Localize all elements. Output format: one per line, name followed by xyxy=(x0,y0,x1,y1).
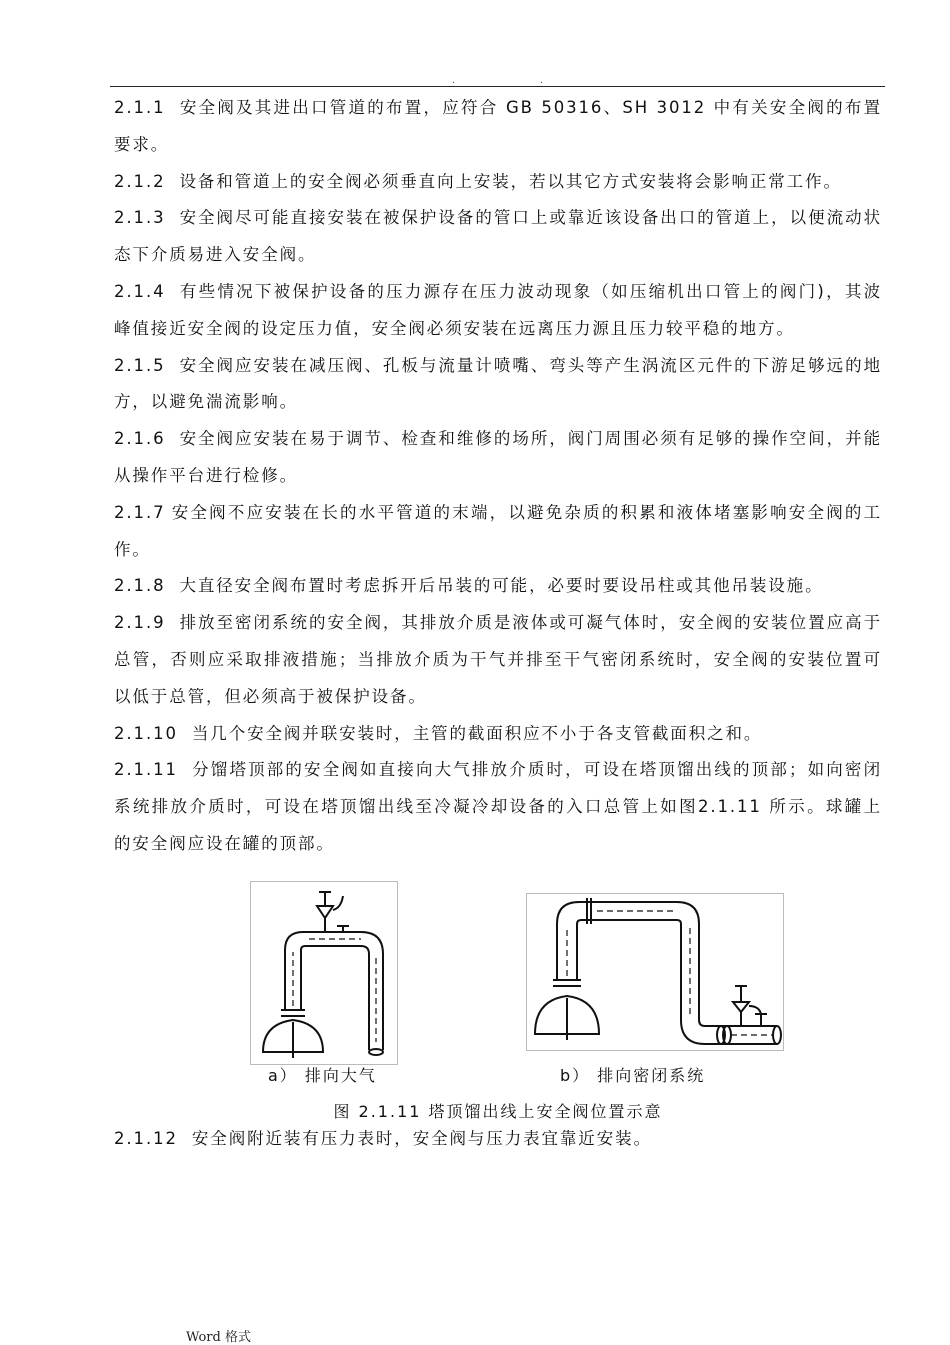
paragraph-2-1-10: 2.1.10 当几个安全阀并联安装时，主管的截面积应不小于各支管截面积之和。 xyxy=(114,723,763,743)
figure-2-1-11 xyxy=(114,871,882,1121)
header-dot: . xyxy=(540,76,543,86)
paragraph-2-1-3: 2.1.3 安全阀尽可能直接安装在被保护设备的管口上或靠近该设备出口的管道上，以便流动状态下介质易进入安全阀。 xyxy=(114,208,882,265)
figure-b-diagram xyxy=(526,893,784,1051)
paragraph-2-1-5: 2.1.5 安全阀应安装在减压阀、孔板与流量计喷嘴、弯头等产生涡流区元件的下游足够远的地方，以避免湍流影响。 xyxy=(114,355,882,412)
vent-to-closed-system-drawing xyxy=(527,894,783,1050)
header-dot: . xyxy=(452,76,455,86)
paragraph-2-1-9: 2.1.9 排放至密闭系统的安全阀，其排放介质是液体或可凝气体时，安全阀的安装位置应高于总管，否则应采取排液措施；当排放介质为干气并排至干气密闭系统时，安全阀的安装位置可以低于总管，但必须高于被保护设备。 xyxy=(114,613,882,706)
document-body xyxy=(114,90,882,1158)
figure-title: 图 2.1.11 塔顶馏出线上安全阀位置示意 xyxy=(333,1101,663,1121)
paragraph-2-1-6: 2.1.6 安全阀应安装在易于调节、检查和维修的场所，阀门周围必须有足够的操作空间，并能从操作平台进行检修。 xyxy=(114,429,882,485)
figure-a-diagram xyxy=(250,881,398,1065)
footer-label: Word 格式 xyxy=(186,1330,251,1345)
figure-b-caption: b） 排向密闭系统 xyxy=(560,1065,706,1085)
vent-to-atmosphere-drawing xyxy=(251,882,397,1064)
paragraph-2-1-4: 2.1.4 有些情况下被保护设备的压力源存在压力波动现象（如压缩机出口管上的阀门)，其波峰值接近安全阀的设定压力值，安全阀必须安装在远离压力源且压力较平稳的地方。 xyxy=(114,281,882,338)
paragraph-2-1-7: 2.1.7 安全阀不应安装在长的水平管道的末端，以避免杂质的积累和液体堵塞影响安全阀的工作。 xyxy=(114,502,882,559)
paragraph-2-1-11: 2.1.11 分馏塔顶部的安全阀如直接向大气排放介质时，可设在塔顶馏出线的顶部；如向密闭系统排放介质时，可设在塔顶馏出线至冷凝冷却设备的入口总管上如图2.1.11 所示。球罐上的安全阀应设在罐的顶部。 xyxy=(114,760,882,853)
paragraph-2-1-1: 2.1.1 安全阀及其进出口管道的布置，应符合 GB 50316、SH 3012 中有关安全阀的布置要求。 xyxy=(114,98,882,154)
paragraph-2-1-8: 2.1.8 大直径安全阀布置时考虑拆开后吊装的可能，必要时要设吊柱或其他吊装设施。 xyxy=(114,576,824,596)
paragraph-2-1-2: 2.1.2 设备和管道上的安全阀必须垂直向上安装，若以其它方式安装将会影响正常工作。 xyxy=(114,171,842,191)
header-rule xyxy=(110,86,885,87)
figure-a-caption: a） 排向大气 xyxy=(268,1065,377,1085)
paragraph-2-1-12: 2.1.12 安全阀附近装有压力表时，安全阀与压力表宜靠近安装。 xyxy=(114,1128,652,1148)
